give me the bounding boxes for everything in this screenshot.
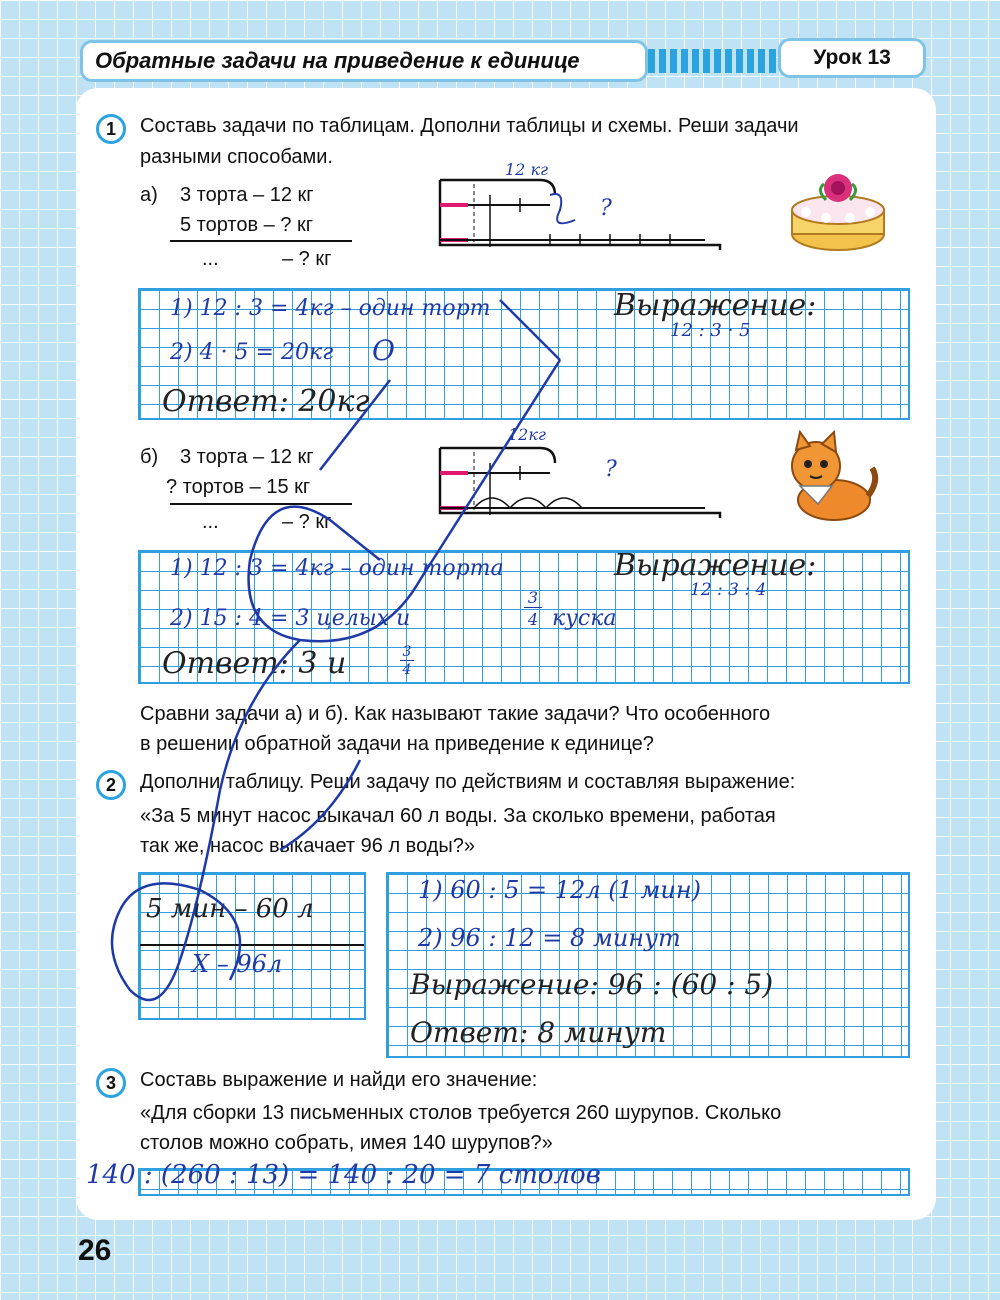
task-1a-row-1: 3 торта – 12 кг: [180, 184, 314, 206]
task-1b-hw-answer-frac-den: 4: [402, 662, 412, 678]
task-1-number: 1: [96, 114, 126, 144]
task-2-hw-answer: Ответ: 8 минут: [410, 1016, 667, 1049]
task-1b-hw-line-2-end: куска: [552, 606, 617, 631]
task-1a-label: а): [140, 184, 158, 206]
task-1b-hw-expr-label: Выражение:: [614, 548, 817, 583]
task-3-text: Составь выражение и найди его значение:: [140, 1069, 538, 1091]
task-2-hw-table-row-1: 5 мин – 60 л: [146, 894, 314, 924]
task-1b-hw-answer: Ответ: 3 и: [162, 646, 347, 681]
task-2-hw-line-2: 2) 96 : 12 = 8 минут: [418, 924, 681, 952]
task-1a-hw-line-1: 1) 12 : 3 = 4кг – один торт: [170, 296, 491, 321]
scheme-b-question: ?: [605, 457, 617, 482]
task-1b-hw-line-1: 1) 12 : 3 = 4кг – один торта: [170, 556, 504, 581]
task-3-number: 3: [96, 1068, 126, 1098]
task-3-quote-2: столов можно собрать, имея 140 шурупов?»: [140, 1132, 553, 1154]
task-1a-row-3-left: ...: [202, 248, 219, 270]
page-number: 26: [78, 1234, 112, 1267]
task-1b-label: б): [140, 446, 159, 468]
task-1b-hw-expr: 12 : 3 : 4: [690, 580, 767, 600]
task-1b-hw-frac-num: 3: [524, 588, 542, 608]
task-2-quote-1: «За 5 минут насос выкачал 60 л воды. За сколько времени, работая: [140, 805, 776, 827]
task-1b-hw-answer-frac-num: 3: [400, 644, 414, 661]
scribble-5: [280, 760, 360, 850]
task-1a-row-3-right: – ? кг: [282, 248, 332, 270]
task-2-text: Дополни таблицу. Реши задачу по действиям и составляя выражение:: [140, 771, 796, 793]
scribble-4: [112, 640, 300, 1000]
task-1a-hw-expr: 12 : 3 · 5: [670, 320, 751, 341]
task-1-text-1: Составь задачи по таблицам. Дополни таблицы и схемы. Реши задачи: [140, 115, 799, 137]
scribble-3: [500, 300, 560, 360]
task-2-quote-2: так же, насос выкачает 96 л воды?»: [140, 835, 476, 857]
task-2-hw-expression: Выражение: 96 : (60 : 5): [410, 968, 774, 1001]
task-1b-row-3-right: – ? кг: [282, 511, 332, 533]
task-2-hw-table-row-2: Х – 96л: [192, 950, 283, 978]
task-2-hw-line-1: 1) 60 : 5 = 12л (1 мин): [418, 876, 702, 904]
scribble-1: [249, 360, 560, 641]
task-1a-hw-mark: О: [372, 334, 395, 367]
task-1a-row-2: 5 тортов – ? кг: [180, 214, 314, 236]
task-1b-hw-frac-den: 4: [527, 610, 539, 629]
scheme-question: ?: [600, 196, 612, 221]
scheme-label: 12 кг: [505, 160, 549, 179]
task-1a-hw-line-2: 2) 4 · 5 = 20кг: [170, 340, 334, 365]
task-1-compare-2: в решении обратной задачи на приведение к единице?: [140, 733, 654, 755]
task-3-quote-1: «Для сборки 13 письменных столов требуется 260 шурупов. Сколько: [140, 1102, 782, 1124]
task-3-hw-solution: 140 : (260 : 13) = 140 : 20 = 7 столов: [86, 1160, 601, 1190]
task-1b-row-1: 3 торта – 12 кг: [180, 446, 314, 468]
lesson-title: Обратные задачи на приведение к единице: [80, 40, 648, 82]
scribble-2: [320, 380, 390, 470]
task-2-number: 2: [96, 770, 126, 800]
task-1-text-2: разными способами.: [140, 146, 333, 168]
task-1b-row-3-left: ...: [202, 511, 219, 533]
task-1b-row-2: ? тортов – 15 кг: [166, 476, 311, 498]
task-1a-hw-answer: Ответ: 20кг: [162, 384, 370, 419]
scheme-b-label: 12кг: [508, 425, 546, 444]
task-1-compare-1: Сравни задачи а) и б). Как называют такие задачи? Что особенного: [140, 703, 771, 725]
task-1b-hw-line-2: 2) 15 : 4 = 3 целых и: [170, 606, 411, 631]
task-1a-hw-expr-label: Выражение:: [614, 288, 817, 323]
lesson-number: Урок 13: [778, 38, 926, 78]
